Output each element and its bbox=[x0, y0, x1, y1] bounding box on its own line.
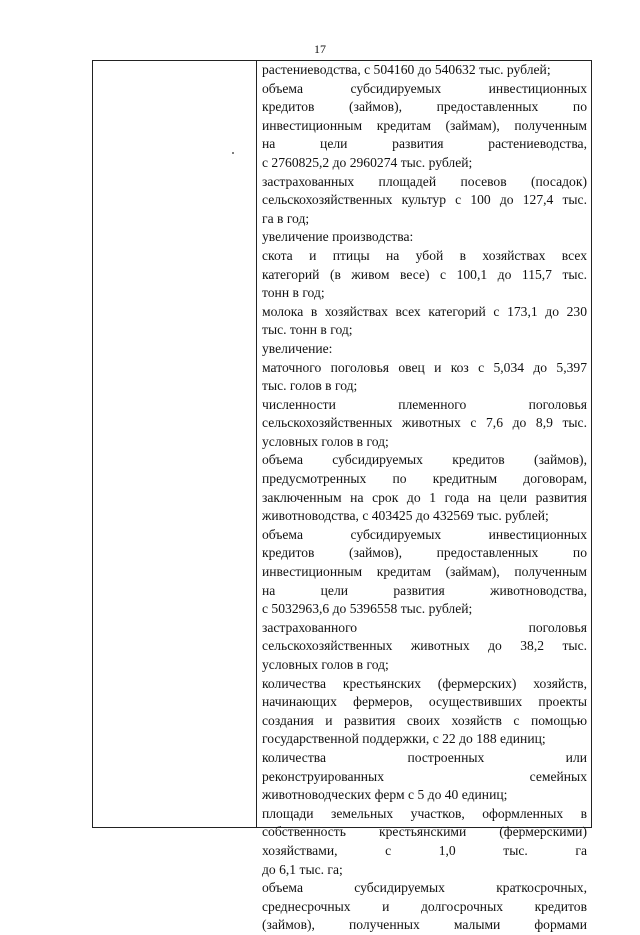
text-line: сельскохозяйственных животных с 7,6 до 8,9 тыс. bbox=[262, 415, 587, 431]
text-line: объема субсидируемых инвестиционных bbox=[262, 80, 587, 96]
text-line: площади земельных участков, оформленных в bbox=[262, 805, 587, 821]
text-line: количества крестьянских (фермерских) хозяйств, bbox=[262, 675, 587, 691]
text-line: объема субсидируемых краткосрочных, bbox=[262, 880, 587, 896]
text-line: количества построенных или bbox=[262, 749, 587, 765]
text-line: га в год; bbox=[262, 210, 310, 226]
text-line: (займов), полученных малыми формами bbox=[262, 917, 587, 933]
text-line: предусмотренных по кредитным договорам, bbox=[262, 471, 587, 487]
text-line: увеличение: bbox=[262, 340, 333, 356]
text-line: сельскохозяйственных культур с 100 до 127,4 тыс. bbox=[262, 192, 587, 208]
text-line: застрахованного поголовья bbox=[262, 619, 587, 635]
text-line: растениеводства, с 504160 до 540632 тыс. рублей; bbox=[262, 62, 551, 77]
text-line: животноводческих ферм с 5 до 40 единиц; bbox=[262, 787, 508, 803]
text-line: молока в хозяйствах всех категорий с 173,1 до 230 bbox=[262, 303, 587, 319]
text-line: объема субсидируемых инвестиционных bbox=[262, 526, 587, 542]
text-line: кредитов (займов), предоставленных по bbox=[262, 545, 587, 561]
text-line: тыс. тонн в год; bbox=[262, 322, 353, 338]
text-line: сельскохозяйственных животных до 38,2 тыс. bbox=[262, 638, 587, 654]
text-line: объема субсидируемых кредитов (займов), bbox=[262, 452, 587, 468]
text-line: собственность крестьянскими (фермерскими) bbox=[262, 824, 587, 840]
text-line: численности племенного поголовья bbox=[262, 396, 587, 412]
text-line: с 2760825,2 до 2960274 тыс. рублей; bbox=[262, 154, 473, 170]
text-line: кредитов (займов), предоставленных по bbox=[262, 99, 587, 115]
text-line: инвестиционным кредитам (займам), полученным bbox=[262, 564, 587, 580]
text-line: до 6,1 тыс. га; bbox=[262, 861, 343, 877]
text-line: на цели развития животноводства, bbox=[262, 582, 587, 598]
text-line: условных голов в год; bbox=[262, 433, 389, 449]
text-line: скота и птицы на убой в хозяйствах всех bbox=[262, 247, 587, 263]
page-number: 17 bbox=[314, 42, 326, 56]
text-line: инвестиционным кредитам (займам), полученным bbox=[262, 117, 587, 133]
text-line: тыс. голов в год; bbox=[262, 378, 358, 394]
text-line: застрахованных площадей посевов (посадок) bbox=[262, 173, 587, 189]
text-line: создания и развития своих хозяйств с помощью bbox=[262, 712, 587, 728]
text-line: на цели развития растениеводства, bbox=[262, 136, 587, 152]
text-line: среднесрочных и долгосрочных кредитов bbox=[262, 898, 587, 914]
text-line: категорий (в живом весе) с 100,1 до 115,7 тыс. bbox=[262, 266, 587, 282]
text-line: государственной поддержки, с 22 до 188 единиц; bbox=[262, 731, 546, 747]
text-line: животноводства, с 403425 до 432569 тыс. рублей; bbox=[262, 508, 549, 524]
text-line: начинающих фермеров, осуществивших проекты bbox=[262, 694, 587, 710]
text-line: хозяйствами, с 1,0 тыс. га bbox=[262, 842, 587, 858]
text-line: маточного поголовья овец и коз с 5,034 до 5,397 bbox=[262, 359, 587, 375]
text-line: реконструированных семейных bbox=[262, 768, 587, 784]
text-line: с 5032963,6 до 5396558 тыс. рублей; bbox=[262, 601, 473, 617]
document-table bbox=[92, 60, 592, 933]
text-line: тонн в год; bbox=[262, 285, 325, 301]
table-right-column bbox=[258, 61, 591, 933]
table-left-column bbox=[93, 61, 257, 827]
text-line: заключенным на срок до 1 года на цели развития bbox=[262, 489, 587, 505]
text-line: условных голов в год; bbox=[262, 657, 389, 672]
text-line: увеличение производства: bbox=[262, 229, 414, 245]
